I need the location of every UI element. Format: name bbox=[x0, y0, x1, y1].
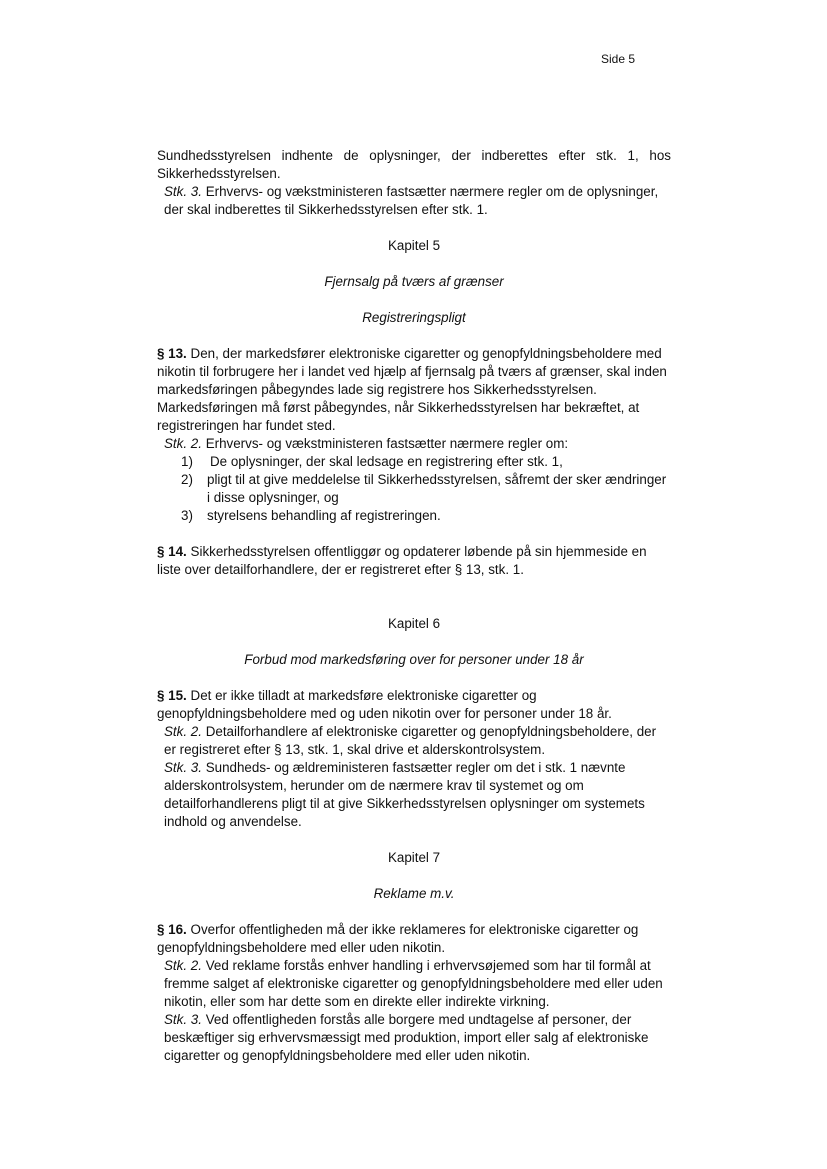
list-number: 2) bbox=[181, 472, 193, 487]
stk-text: Ved offentligheden forstås alle borgere med undtagelse af personer, der beskæftiger sig erhvervsmæssigt med produktion, import eller salg af elektroniske cigaretter og genopfyldningsbeholdere med eller uden nikotin. bbox=[164, 1012, 649, 1063]
chapter5-heading: Kapitel 5 bbox=[387, 238, 441, 253]
stk-label: Stk. 2. bbox=[164, 724, 202, 739]
stk-text: Ved reklame forstås enhver handling i erhvervsøjemed som har til formål at fremme salget af elektroniske cigaretter og genopfyldningsbeholdere med eller uden nikotin, eller som har dette som en direkte eller indirekte virkning. bbox=[164, 958, 663, 1009]
stk-label: Stk. 3. bbox=[164, 760, 202, 775]
stk-label: Stk. 3. bbox=[164, 1012, 202, 1027]
section-label: § 13. bbox=[157, 346, 187, 361]
section-text: Sikkerhedsstyrelsen offentliggør og opdaterer løbende på sin hjemmeside en liste over detailforhandlere, der er registreret efter § 13, stk. 1. bbox=[157, 544, 647, 577]
section-text: Det er ikke tilladt at markedsføre elektroniske cigaretter og genopfyldningsbeholdere med og uden nikotin over for personer under 18 år. bbox=[157, 688, 612, 721]
stk-text: Erhvervs- og vækstministeren fastsætter nærmere regler om: bbox=[205, 436, 569, 451]
chapter5-subtitle: Registreringspligt bbox=[362, 310, 466, 325]
list-text: De oplysninger, der skal ledsage en registrering efter stk. 1, bbox=[210, 454, 563, 469]
section-15 bbox=[157, 687, 671, 723]
stk-label: Stk. 2. bbox=[164, 436, 202, 451]
intro-line-2: Sikkerhedsstyrelsen. bbox=[157, 166, 281, 181]
section-13 bbox=[157, 345, 671, 435]
list-item bbox=[181, 471, 671, 507]
list-item bbox=[181, 507, 671, 525]
stk-label: Stk. 2. bbox=[164, 958, 202, 973]
section-label: § 14. bbox=[157, 544, 187, 559]
page-number: Side 5 bbox=[601, 52, 636, 66]
chapter6-title: Forbud mod markedsføring over for personer under 18 år bbox=[244, 652, 584, 667]
chapter6-heading: Kapitel 6 bbox=[387, 616, 441, 631]
document-body bbox=[157, 147, 671, 1065]
list-item bbox=[181, 453, 671, 471]
section-16-stk2 bbox=[157, 957, 671, 1011]
section-label: § 16. bbox=[157, 922, 187, 937]
stk-text: Detailforhandlere af elektroniske cigaretter og genopfyldningsbeholdere, der er registreret efter § 13, stk. 1, skal drive et alderskontrolsystem. bbox=[164, 724, 657, 757]
chapter7-heading: Kapitel 7 bbox=[387, 850, 441, 865]
chapter5-title: Fjernsalg på tværs af grænser bbox=[324, 274, 504, 289]
chapter7-title: Reklame m.v. bbox=[373, 886, 455, 901]
section-14 bbox=[157, 543, 671, 579]
list-text: pligt til at give meddelelse til Sikkerhedsstyrelsen, såfremt der sker ændringer i disse oplysninger, og bbox=[207, 472, 667, 505]
section-16 bbox=[157, 921, 671, 957]
section-text: Overfor offentligheden må der ikke reklameres for elektroniske cigaretter og genopfyldningsbeholdere med eller uden nikotin. bbox=[157, 922, 639, 955]
list-text: styrelsens behandling af registreringen. bbox=[207, 508, 441, 523]
intro-line-1: Sundhedsstyrelsen indhente de oplysninger, der indberettes efter stk. 1, hos bbox=[157, 148, 671, 163]
stk-text: Sundheds- og ældreministeren fastsætter regler om det i stk. 1 nævnte alderskontrolsystem, herunder om de nærmere krav til systemet og om detailforhandlerens pligt til at give Sikkerhedsstyrelsen oplysninger om systemets indhold og anvendelse. bbox=[164, 760, 645, 829]
list-number: 1) bbox=[181, 454, 193, 469]
list-number: 3) bbox=[181, 508, 193, 523]
section-16-stk3 bbox=[157, 1011, 671, 1065]
stk-text: Erhvervs- og vækstministeren fastsætter nærmere regler om de oplysninger, der skal indberettes til Sikkerhedsstyrelsen efter stk. 1. bbox=[164, 184, 659, 217]
intro-stk3 bbox=[157, 183, 671, 219]
section-13-stk2 bbox=[157, 435, 671, 453]
section-15-stk3 bbox=[157, 759, 671, 831]
section-text: Den, der markedsfører elektroniske cigaretter og genopfyldningsbeholdere med nikotin til forbrugere her i landet ved hjælp af fjernsalg på tværs af grænser, skal inden markedsføringen påbegyndes lade sig registrere hos Sikkerhedsstyrelsen. Markedsføringen må først påbegyndes, når Sikkerhedsstyrelsen har bekræftet, at registreringen har fundet sted. bbox=[157, 346, 667, 433]
stk-label: Stk. 3. bbox=[164, 184, 202, 199]
section-15-stk2 bbox=[157, 723, 671, 759]
section-label: § 15. bbox=[157, 688, 187, 703]
